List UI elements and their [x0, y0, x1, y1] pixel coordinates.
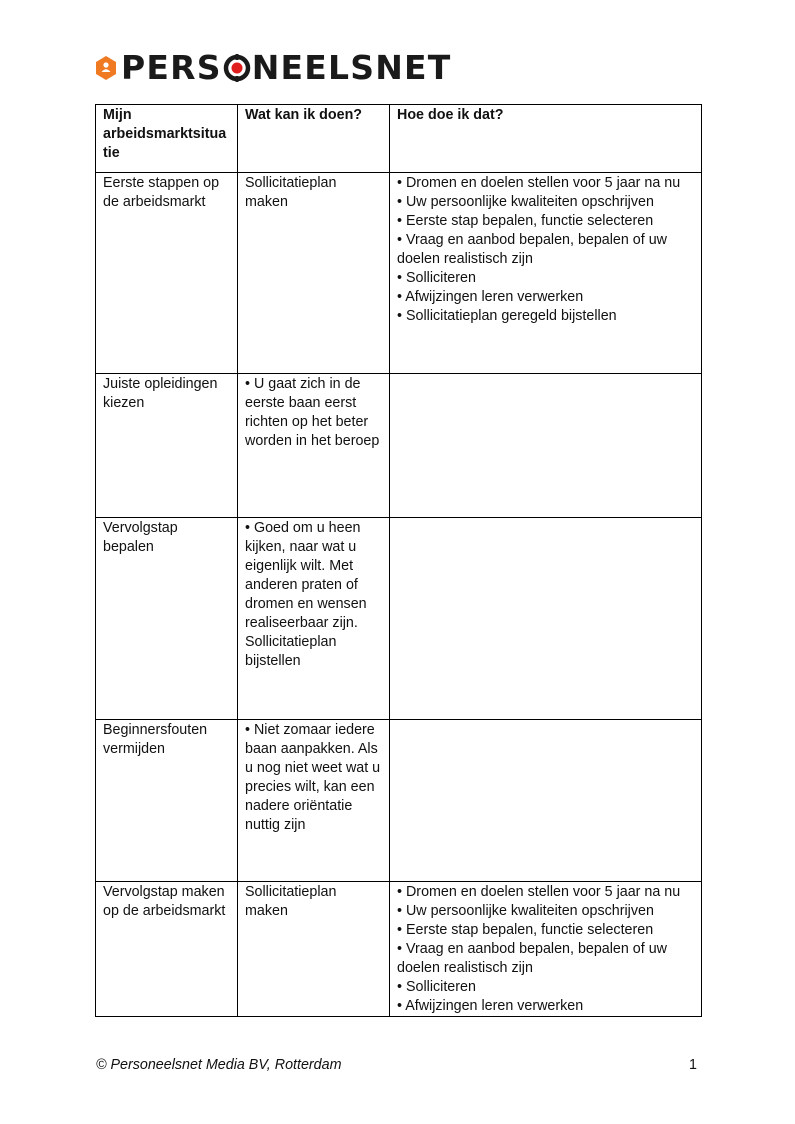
how-item: • Dromen en doelen stellen voor 5 jaar na nu	[397, 884, 681, 900]
how-item: • Eerste stap bepalen, functie selecteren	[397, 922, 654, 938]
page-number: 1	[689, 1057, 697, 1073]
table-row	[96, 882, 702, 1017]
table-row	[96, 518, 702, 720]
how-item: • Eerste stap bepalen, functie selecteren	[397, 213, 654, 229]
how-cell	[390, 720, 702, 882]
situation-cell: Eerste stappen op de arbeidsmarkt	[96, 173, 238, 374]
how-item: • Solliciteren	[397, 979, 476, 995]
action-cell: • U gaat zich in de eerste baan eerst richten op het beter worden in het beroep	[238, 374, 390, 518]
how-item: • Uw persoonlijke kwaliteiten opschrijven	[397, 194, 654, 210]
how-cell	[390, 882, 702, 1017]
how-item: • Sollicitatieplan geregeld bijstellen	[397, 308, 617, 324]
how-cell	[390, 173, 702, 374]
how-item: • Afwijzingen leren verwerken	[397, 998, 584, 1014]
logo-wordmark	[121, 50, 452, 86]
logo-text-part-a: PERS	[121, 48, 222, 87]
situation-table	[95, 104, 702, 1017]
action-cell: Sollicitatieplan maken	[238, 173, 390, 374]
how-item: • Dromen en doelen stellen voor 5 jaar na nu	[397, 175, 681, 191]
header-how: Hoe doe ik dat?	[390, 105, 702, 173]
how-item: • Uw persoonlijke kwaliteiten opschrijven	[397, 903, 654, 919]
situation-cell: Beginnersfouten vermijden	[96, 720, 238, 882]
table-row	[96, 374, 702, 518]
situation-cell: Juiste opleidingen kiezen	[96, 374, 238, 518]
target-o-icon	[223, 54, 251, 82]
how-item: • Solliciteren	[397, 270, 476, 286]
header-action: Wat kan ik doen?	[238, 105, 390, 173]
action-cell: Sollicitatieplan maken	[238, 882, 390, 1017]
how-item: • Vraag en aanbod bepalen, bepalen of uw doelen realistisch zijn	[397, 941, 667, 976]
situation-cell: Vervolgstap maken op de arbeidsmarkt	[96, 882, 238, 1017]
how-cell	[390, 374, 702, 518]
how-list	[397, 174, 694, 326]
situation-cell: Vervolgstap bepalen	[96, 518, 238, 720]
header-situation: Mijn arbeidsmarktsituatie	[96, 105, 238, 173]
action-cell: • Niet zomaar iedere baan aanpakken. Als u nog niet weet wat u precies wilt, kan een nadere oriëntatie nuttig zijn	[238, 720, 390, 882]
how-cell	[390, 518, 702, 720]
table-row	[96, 720, 702, 882]
hexagon-person-icon	[95, 55, 117, 81]
action-cell: • Goed om u heen kijken, naar wat u eigenlijk wilt. Met anderen praten of dromen en wensen realiseerbaar zijn. Sollicitatieplan bijstellen	[238, 518, 390, 720]
personeelsnet-logo	[95, 50, 452, 86]
how-list	[397, 883, 694, 1016]
how-item: • Vraag en aanbod bepalen, bepalen of uw doelen realistisch zijn	[397, 232, 667, 267]
table-header-row	[96, 105, 702, 173]
footer-copyright: © Personeelsnet Media BV, Rotterdam	[96, 1057, 342, 1073]
logo-text-part-b: NEELSNET	[251, 48, 452, 87]
how-item: • Afwijzingen leren verwerken	[397, 289, 584, 305]
table-row	[96, 173, 702, 374]
